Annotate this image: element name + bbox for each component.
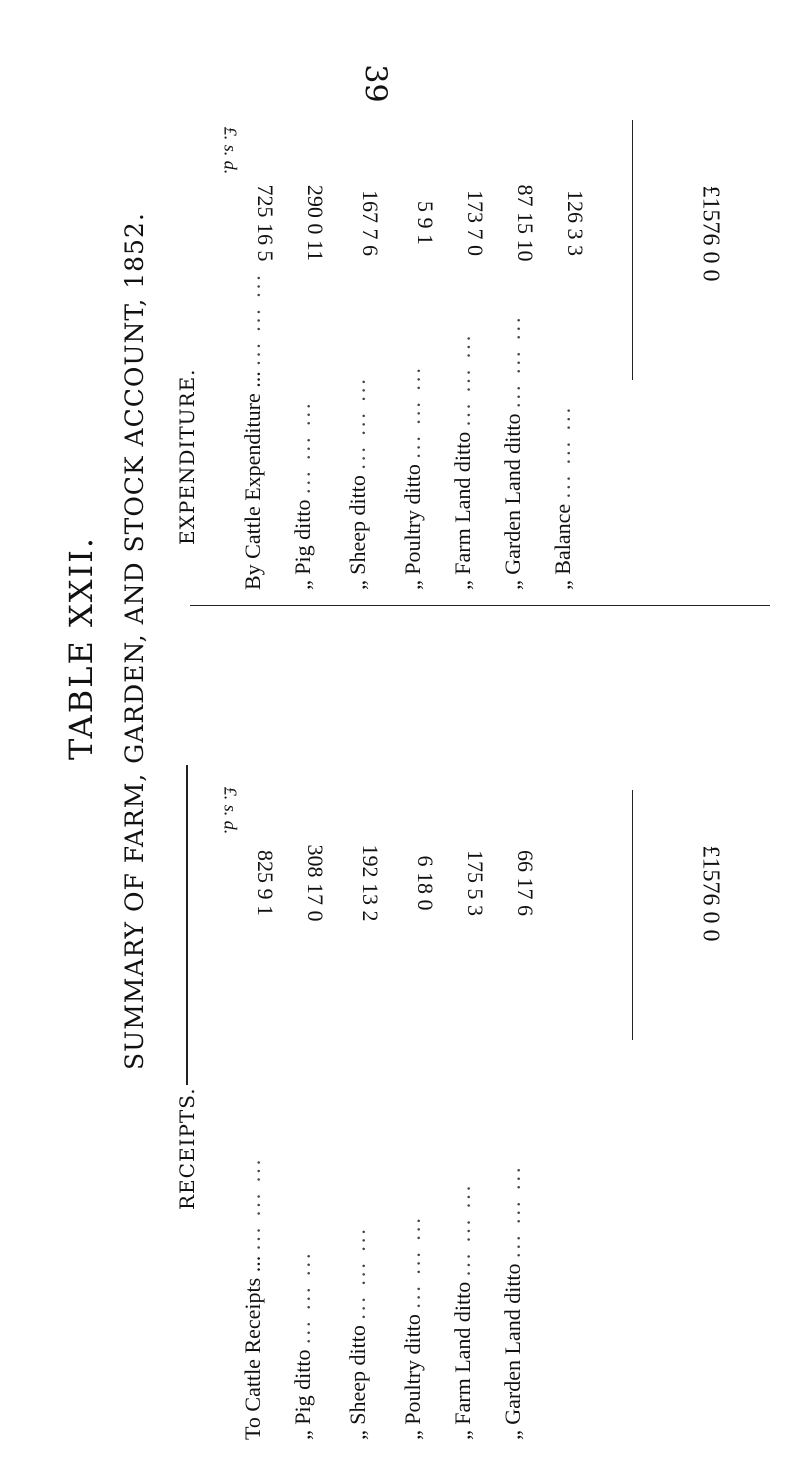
expenditure-row-3 xyxy=(400,365,426,590)
receipts-row-2 xyxy=(345,1226,371,1440)
pounds-header: £. xyxy=(220,786,241,801)
expenditure-row-5 xyxy=(500,314,526,590)
item-leader: ... ... ... xyxy=(345,376,370,470)
receipts-row-4 xyxy=(450,1183,476,1440)
receipts-heading: RECEIPTS. xyxy=(175,1087,199,1210)
item-label: „ Garden Land ditto xyxy=(500,413,525,590)
receipts-currency-header xyxy=(220,751,241,871)
expenditure-amount-5: 87 15 10 xyxy=(513,184,538,262)
item-leader: ... ... ... xyxy=(345,1226,370,1320)
item-label: „ Poultry ditto xyxy=(400,1314,425,1440)
shillings-header: s. xyxy=(220,144,241,157)
item-leader: ... ... ... xyxy=(290,1250,315,1345)
receipts-row-0 xyxy=(240,1157,266,1440)
expenditure-row-4 xyxy=(450,333,476,590)
item-leader: ... ... ... xyxy=(400,365,425,459)
section-divider xyxy=(190,605,770,606)
receipts-amount-5: 66 17 6 xyxy=(513,850,538,916)
expenditure-row-2 xyxy=(345,376,371,590)
receipts-amount-2: 192 13 2 xyxy=(358,844,383,922)
expenditure-amount-0: 725 16 5 xyxy=(253,184,278,262)
expenditure-row-1 xyxy=(290,401,316,590)
item-label: „ Pig ditto xyxy=(290,499,315,590)
expenditure-heading: EXPENDITURE. xyxy=(175,368,199,545)
expenditure-row-6 xyxy=(550,405,576,590)
receipts-amount-0: 825 9 1 xyxy=(253,850,278,916)
table-title: TABLE XXII. xyxy=(62,535,100,760)
total-rule xyxy=(632,790,633,1040)
item-leader: ... ... ... xyxy=(240,272,265,366)
total-rule xyxy=(632,120,633,380)
item-label: „ Pig ditto xyxy=(290,1349,315,1440)
receipts-total: £1576 0 0 xyxy=(697,845,724,942)
item-leader: ... ... ... xyxy=(550,404,575,499)
expenditure-row-0 xyxy=(240,272,266,590)
item-leader: ... ... ... xyxy=(450,1182,475,1277)
item-label: „ Sheep ditto xyxy=(345,475,370,590)
expenditure-amount-1: 290 0 11 xyxy=(303,184,328,262)
pounds-header: £. xyxy=(220,126,241,141)
item-leader: ... ... ... xyxy=(500,314,525,408)
receipts-amount-4: 175 5 3 xyxy=(463,850,488,916)
receipts-amount-1: 308 17 0 xyxy=(303,844,328,922)
item-leader: ... ... ... xyxy=(500,1164,525,1258)
item-leader: ... ... ... xyxy=(290,400,315,495)
receipts-row-1 xyxy=(290,1251,316,1440)
item-leader: ... ... ... xyxy=(400,1215,425,1309)
item-label: „ Garden Land ditto xyxy=(500,1263,525,1440)
item-leader: ... ... ... xyxy=(450,332,475,427)
item-label: „ Farm Land ditto xyxy=(450,431,475,590)
receipts-row-3 xyxy=(400,1215,426,1440)
expenditure-currency-header xyxy=(220,91,241,211)
receipts-row-5 xyxy=(500,1164,526,1440)
pence-header: d. xyxy=(220,160,241,175)
item-label: „ Balance xyxy=(550,503,575,590)
pence-header: d. xyxy=(220,820,241,835)
vertical-rule xyxy=(186,765,188,1085)
item-label: „ Farm Land ditto xyxy=(450,1281,475,1440)
table-subtitle: SUMMARY OF FARM, GARDEN, AND STOCK ACCOUNT, 1852. xyxy=(120,212,149,1070)
expenditure-amount-3: 5 9 1 xyxy=(413,201,438,245)
receipts-amount-3: 6 18 0 xyxy=(413,855,438,911)
shillings-header: s. xyxy=(220,804,241,817)
item-label: By Cattle Expenditure ... xyxy=(240,371,265,590)
expenditure-amount-2: 167 7 6 xyxy=(358,190,383,256)
expenditure-total: £1576 0 0 xyxy=(697,185,724,282)
expenditure-amount-4: 173 7 0 xyxy=(463,190,488,256)
expenditure-amount-6: 126 3 3 xyxy=(563,190,588,256)
item-label: „ Sheep ditto xyxy=(345,1325,370,1440)
item-label: To Cattle Receipts ... xyxy=(240,1255,265,1440)
page-number: 39 xyxy=(357,64,393,103)
item-label: „ Poultry ditto xyxy=(400,464,425,590)
item-leader: ... ... ... xyxy=(240,1156,265,1251)
